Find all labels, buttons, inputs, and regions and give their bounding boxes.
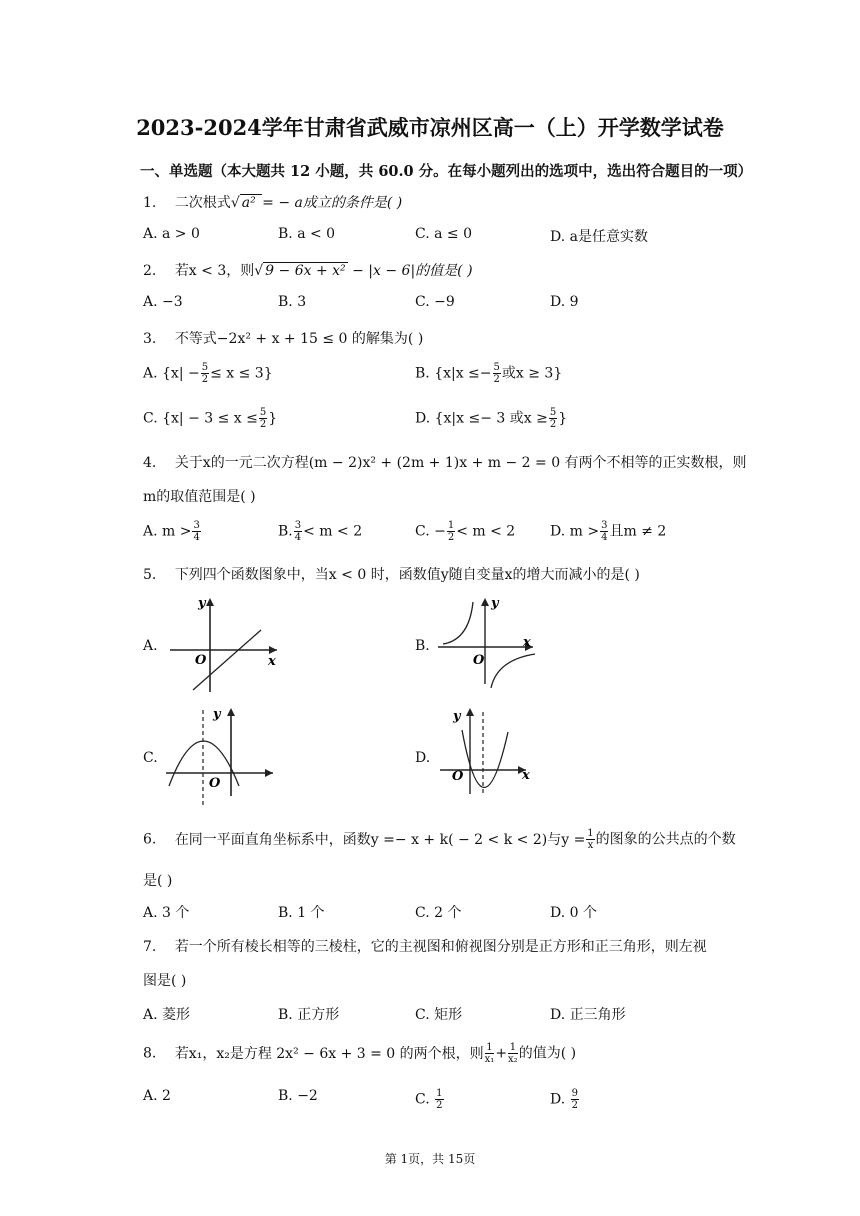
option-a[interactable]: A. 菱形 [143,1007,191,1023]
question-text: − |x − 6|的值是( ) [347,263,473,279]
graph-c [163,704,281,808]
question-number: 5. [143,567,157,583]
question-5 [143,564,640,584]
graph-a [165,592,285,696]
option-d[interactable]: D. {x|x ≤− 3 或x ≥ $\frac{5}{2}$ } [415,407,568,430]
option-d[interactable]: D. [415,750,431,766]
option-d[interactable]: D. a是任意实数 [550,229,648,245]
origin-label: O [473,653,485,668]
question-6: 6. 在同一平面直角坐标系中，函数y =− x + k( − 2 < k < 2)与y = $\frac{1}{x}$ 的图象的公共点的个数 [143,828,736,851]
option-c[interactable]: C. − $\frac{1}{2}$ < m < 2 [415,520,516,543]
graph-b [435,592,545,692]
question-1: 1. 二次根式√ a² = − a成立的条件是( ) [143,195,403,211]
page-footer: 第 1页，共 15页 [384,1152,476,1166]
option-a[interactable]: A. [143,638,158,654]
question-text: 关于x的一元二次方程(m − 2)x² + (2m + 1)x + m − 2 = 0 有两个不相等的正实数根，则 [174,455,747,471]
option-d[interactable]: D. 9 [550,294,579,310]
option-a[interactable]: A. −3 [143,294,183,310]
question-number: 2. [143,263,157,279]
question-number: 1. [143,195,157,211]
question-text-line2: 是( ) [143,873,173,889]
axis-y-label: y [453,709,461,724]
section-heading: 一、单选题（本大题共 12 小题，共 60.0 分。在每小题列出的选项中，选出符合题目的一项） [140,163,753,180]
question-7 [143,936,707,956]
axis-y-label: y [213,707,221,722]
option-b[interactable]: B. [415,638,430,654]
option-c[interactable]: C. {x| − 3 ≤ x ≤ $\frac{5}{2}$ } [143,407,278,430]
option-c[interactable]: C. 2 个 [415,905,462,921]
question-number: 4. [143,455,157,471]
option-c[interactable]: C. [143,750,158,766]
question-text: 若一个所有棱长相等的三棱柱，它的主视图和俯视图分别是正方形和正三角形，则左视 [174,939,707,955]
question-8: 8. 若x₁，x₂是方程 2x² − 6x + 3 = 0 的两个根，则 $\frac{1}{\text{x₁}}$ + $\frac{1}{\text{x₂}}$ 的值为( ) [143,1042,577,1065]
option-a[interactable]: A. a > 0 [143,226,200,242]
option-b[interactable]: B. −2 [278,1088,318,1104]
option-b[interactable]: B. 3 [278,294,307,310]
origin-label: O [209,776,221,791]
option-d[interactable]: D. $\frac{9}{2}$ [550,1088,579,1111]
axis-x-label: x [522,768,530,783]
option-b[interactable]: B. 正方形 [278,1007,340,1023]
option-b[interactable]: B. a < 0 [278,226,336,242]
question-text: 若x < 3，则 [174,263,255,279]
question-text: 不等式−2x² + x + 15 ≤ 0 的解集为( ) [174,331,424,347]
axis-x-label: x [523,635,531,650]
question-text: = − a成立的条件是( ) [262,195,403,211]
question-number: 6. [143,831,157,848]
radicand: a² [241,195,261,211]
option-c[interactable]: C. a ≤ 0 [415,226,472,242]
question-4 [143,452,747,472]
question-number: 3. [143,331,157,347]
option-b[interactable]: B. $\frac{3}{4}$ < m < 2 [278,520,363,543]
radicand: 9 − 6x + x² [265,263,346,279]
question-text: 二次根式 [174,195,231,211]
question-text-line2: 图是( ) [143,973,187,989]
question-number: 7. [143,939,157,955]
option-c[interactable]: C. −9 [415,294,455,310]
question-2: 2. 若x < 3，则√ 9 − 6x + x² − |x − 6|的值是( ) [143,263,473,279]
question-text: 下列四个函数图象中，当x < 0 时，函数值y随自变量x的增大而减小的是( ) [174,567,640,583]
question-3 [143,328,423,348]
option-d[interactable]: D. 正三角形 [550,1007,626,1023]
option-b[interactable]: B. 1 个 [278,905,325,921]
axis-y-label: y [198,596,206,611]
option-c[interactable]: C. 矩形 [415,1007,463,1023]
graph-d [438,704,538,796]
question-number: 8. [143,1045,157,1062]
option-a[interactable]: A. m > $\frac{3}{4}$ [143,520,200,543]
option-a[interactable]: A. 3 个 [143,905,190,921]
page-title: 2023-2024学年甘肃省武威市凉州区高一（上）开学数学试卷 [136,115,724,140]
origin-label: O [452,769,464,784]
axis-y-label: y [491,596,499,611]
question-text-line2: m的取值范围是( ) [143,489,256,505]
option-a[interactable]: A. {x| − $\frac{5}{2}$ ≤ x ≤ 3} [143,362,273,385]
question-text: 在同一平面直角坐标系中，函数y =− x + k( − 2 < k < 2)与y = [174,831,586,848]
option-a[interactable]: A. 2 [143,1088,171,1104]
option-d[interactable]: D. 0 个 [550,905,597,921]
question-text: 若x₁，x₂是方程 2x² − 6x + 3 = 0 的两个根，则 [174,1045,484,1062]
axis-x-label: x [268,654,276,669]
option-c[interactable]: C. $\frac{1}{2}$ [415,1088,443,1111]
option-b[interactable]: B. {x|x ≤− $\frac{5}{2}$ 或x ≥ 3} [415,362,563,385]
origin-label: O [195,653,207,668]
option-d[interactable]: D. m > $\frac{3}{4}$ 且m ≠ 2 [550,520,667,543]
